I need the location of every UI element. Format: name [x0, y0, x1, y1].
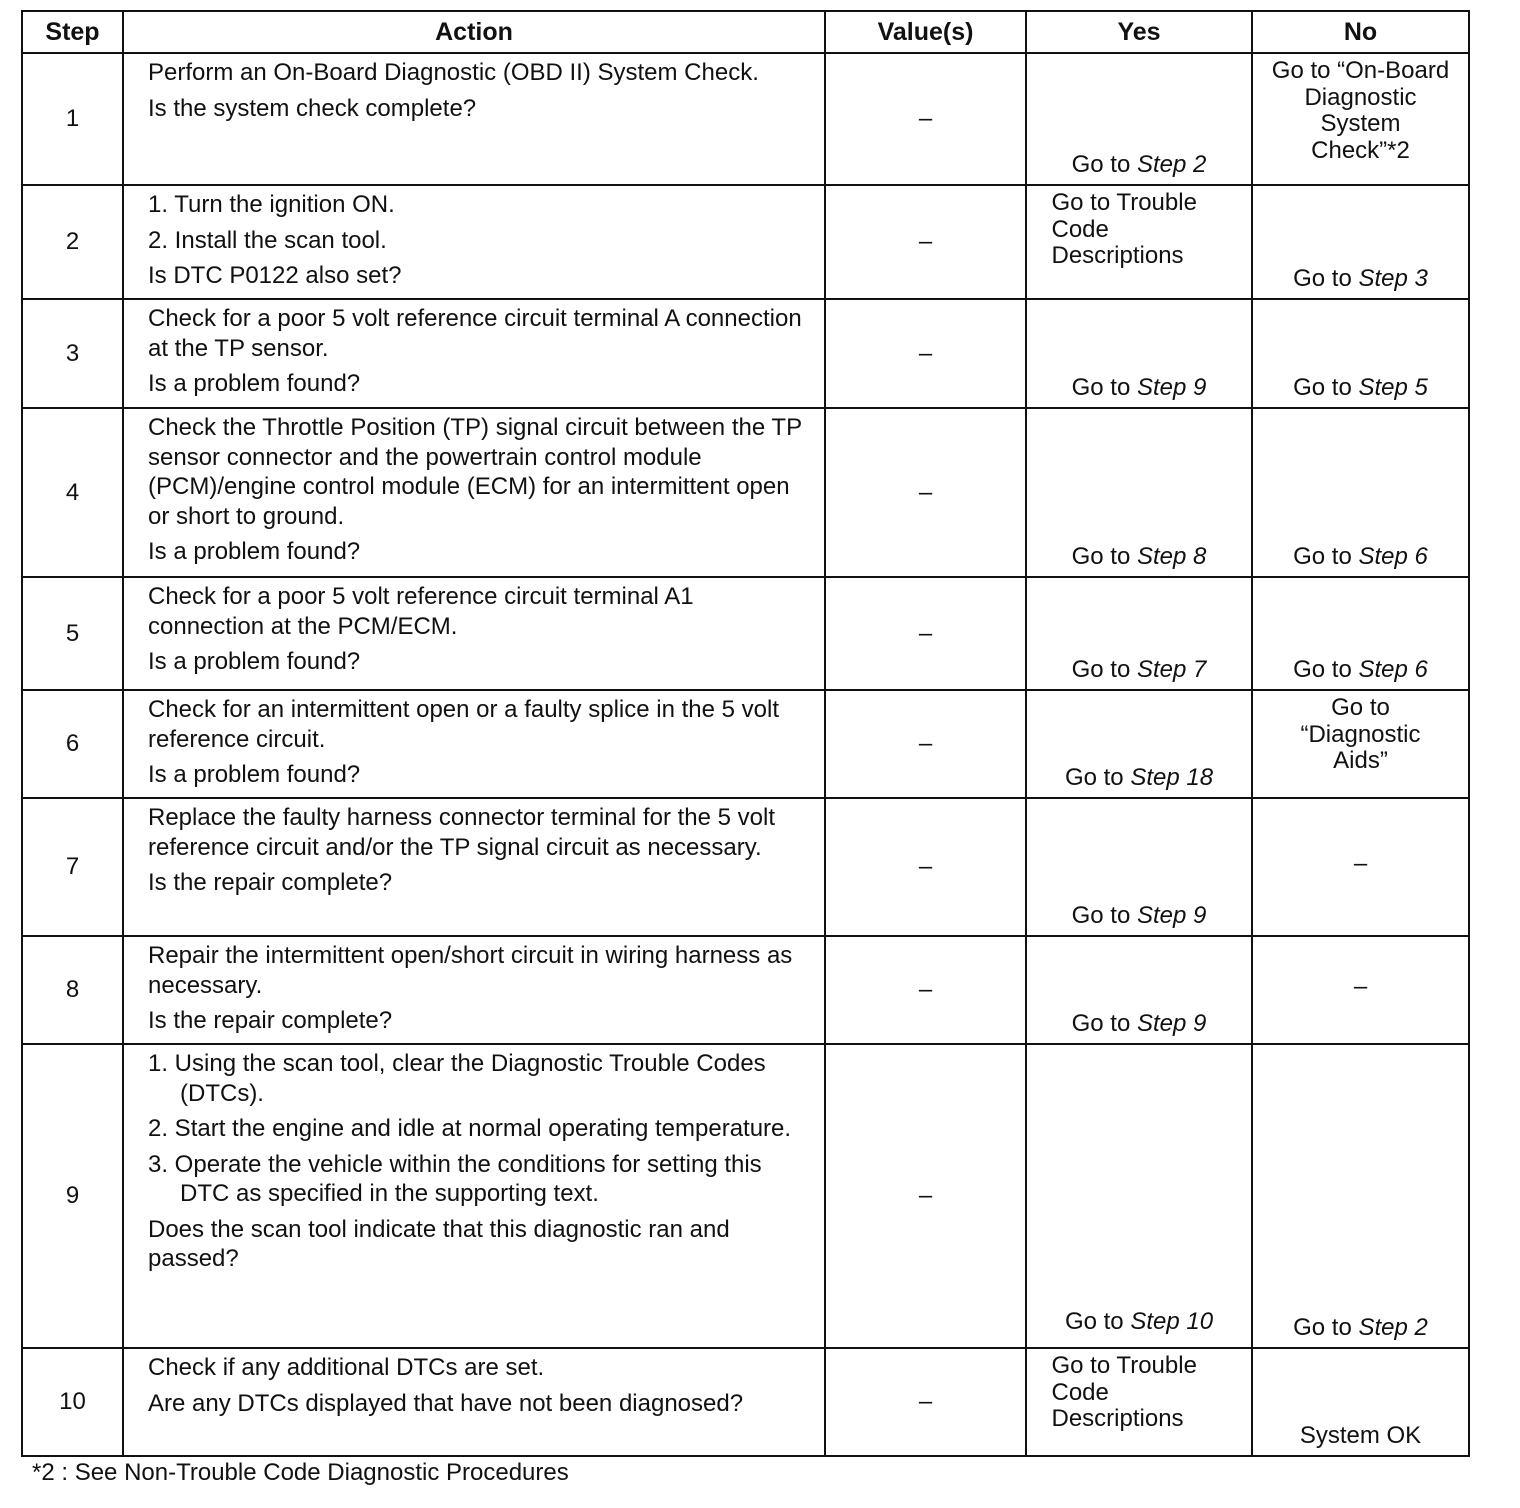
no-prefix: Go to [1293, 264, 1359, 292]
yes-prefix: Go to [1071, 655, 1137, 683]
table-row [22, 936, 1469, 1044]
no-text: Go to “Diagnostic Aids” [1300, 694, 1421, 774]
step-number: 7 [22, 798, 123, 936]
action-question: Is the repair complete? [148, 869, 393, 896]
value-cell: – [825, 1044, 1026, 1348]
yes-step-ref: Step 8 [1136, 542, 1207, 570]
step-number: 8 [22, 936, 123, 1044]
yes-cell [1026, 690, 1252, 798]
action-cell [123, 299, 825, 408]
action-cell [123, 690, 825, 798]
yes-cell [1026, 798, 1252, 936]
action-question: Is the repair complete? [148, 1007, 393, 1034]
yes-cell [1026, 936, 1252, 1044]
value-cell: – [825, 185, 1026, 299]
action-question: Is a problem found? [148, 370, 361, 397]
yes-cell [1026, 185, 1252, 299]
no-cell: System OK [1252, 1348, 1469, 1456]
value-cell: – [825, 936, 1026, 1044]
table-row [22, 185, 1469, 299]
action-question: Are any DTCs displayed that have not been diagnosed? [148, 1389, 744, 1417]
action-text: Check the Throttle Position (TP) signal circuit between the TP sensor connector and the powertrain control module (PCM)/engine control module (ECM) for an intermittent open or short to ground. [148, 414, 802, 530]
value-cell: – [825, 690, 1026, 798]
yes-text: Go to Trouble Code Descriptions [1051, 1352, 1197, 1432]
yes-step-ref: Step 9 [1136, 901, 1207, 929]
step-number: 10 [22, 1348, 123, 1456]
action-text: Check for an intermittent open or a faulty splice in the 5 volt reference circuit. [148, 696, 779, 753]
yes-step-ref: Step 9 [1136, 373, 1207, 401]
header-values: Value(s) [825, 11, 1026, 53]
table-row [22, 408, 1469, 577]
header-yes: Yes [1026, 11, 1252, 53]
no-cell: – [1252, 798, 1469, 936]
action-question: Is DTC P0122 also set? [148, 262, 402, 289]
action-text: Check for a poor 5 volt reference circuit terminal A1 connection at the PCM/ECM. [148, 583, 694, 640]
no-prefix: Go to [1293, 655, 1359, 683]
yes-step-ref: Step 9 [1136, 1009, 1207, 1037]
yes-prefix: Go to [1064, 763, 1131, 791]
no-step-ref: Step 5 [1358, 373, 1428, 401]
yes-prefix: Go to [1071, 1009, 1137, 1037]
no-prefix: Go to [1293, 1313, 1359, 1341]
yes-cell [1026, 53, 1252, 185]
action-text: Replace the faulty harness connector terminal for the 5 volt reference circuit and/or the TP signal circuit as necessary. [148, 804, 775, 861]
table-row [22, 299, 1469, 408]
action-item: 3. Operate the vehicle within the conditions for setting this DTC as specified in the supporting text. [148, 1150, 762, 1207]
action-text: Repair the intermittent open/short circuit in wiring harness as necessary. [148, 942, 793, 999]
action-question: Is a problem found? [148, 761, 361, 788]
table-row [22, 53, 1469, 185]
action-cell [123, 185, 825, 299]
table-row [22, 1348, 1469, 1456]
no-prefix: Go to [1293, 542, 1359, 570]
table-row [22, 798, 1469, 936]
no-step-ref: Step 6 [1358, 542, 1428, 570]
no-cell [1252, 299, 1469, 408]
no-step-ref: Step 3 [1358, 264, 1428, 292]
yes-cell [1026, 299, 1252, 408]
value-cell: – [825, 577, 1026, 690]
value-cell: – [825, 299, 1026, 408]
yes-prefix: Go to [1071, 901, 1137, 929]
yes-step-ref: Step 7 [1136, 655, 1207, 683]
table-header-row [22, 11, 1469, 53]
no-cell [1252, 185, 1469, 299]
action-question: Does the scan tool indicate that this diagnostic ran and passed? [148, 1215, 730, 1272]
step-number: 3 [22, 299, 123, 408]
yes-prefix: Go to [1071, 542, 1137, 570]
value-cell: – [825, 53, 1026, 185]
yes-step-ref: Step 18 [1130, 763, 1214, 791]
yes-prefix: Go to [1071, 150, 1137, 178]
action-cell [123, 408, 825, 577]
action-cell [123, 936, 825, 1044]
yes-step-ref: Step 10 [1130, 1307, 1214, 1335]
step-number: 2 [22, 185, 123, 299]
action-cell [123, 1348, 825, 1456]
yes-cell [1026, 408, 1252, 577]
header-no: No [1252, 11, 1469, 53]
step-number: 1 [22, 53, 123, 185]
yes-text: Go to Trouble Code Descriptions [1051, 189, 1197, 269]
yes-cell [1026, 1348, 1252, 1456]
value-cell: – [825, 1348, 1026, 1456]
header-action: Action [123, 11, 825, 53]
no-cell: – [1252, 936, 1469, 1044]
no-cell [1252, 577, 1469, 690]
value-cell: – [825, 408, 1026, 577]
yes-prefix: Go to [1064, 1307, 1131, 1335]
diagnostic-table [21, 10, 1470, 1457]
header-step: Step [22, 11, 123, 53]
action-question: Is a problem found? [148, 538, 361, 565]
action-text: Perform an On-Board Diagnostic (OBD II) System Check. [148, 59, 759, 86]
step-number: 4 [22, 408, 123, 577]
no-cell [1252, 690, 1469, 798]
step-number: 5 [22, 577, 123, 690]
step-number: 6 [22, 690, 123, 798]
action-item: 2. Start the engine and idle at normal operating temperature. [148, 1115, 792, 1142]
action-item: 1. Turn the ignition ON. [148, 191, 395, 218]
yes-prefix: Go to [1071, 373, 1137, 401]
no-step-ref: Step 6 [1358, 655, 1428, 683]
table-row [22, 1044, 1469, 1348]
action-item: 1. Using the scan tool, clear the Diagnostic Trouble Codes (DTCs). [148, 1050, 766, 1107]
no-prefix: Go to [1293, 373, 1359, 401]
step-number: 9 [22, 1044, 123, 1348]
no-text: Go to “On-Board Diagnostic System Check”*2 [1271, 57, 1450, 164]
action-cell [123, 798, 825, 936]
table-row [22, 577, 1469, 690]
no-cell [1252, 1044, 1469, 1348]
action-cell [123, 577, 825, 690]
action-item: 2. Install the scan tool. [148, 226, 387, 254]
action-text: Check for a poor 5 volt reference circuit terminal A connection at the TP sensor. [148, 305, 802, 362]
action-cell [123, 53, 825, 185]
action-question: Is the system check complete? [148, 94, 477, 122]
no-cell [1252, 408, 1469, 577]
action-cell [123, 1044, 825, 1348]
action-text: Check if any additional DTCs are set. [148, 1354, 545, 1381]
yes-cell [1026, 1044, 1252, 1348]
yes-step-ref: Step 2 [1136, 150, 1207, 178]
action-question: Is a problem found? [148, 648, 361, 675]
no-cell [1252, 53, 1469, 185]
footnote: *2 : See Non-Trouble Code Diagnostic Procedures [32, 1459, 569, 1486]
table-row [22, 690, 1469, 798]
yes-cell [1026, 577, 1252, 690]
no-step-ref: Step 2 [1358, 1313, 1428, 1341]
value-cell: – [825, 798, 1026, 936]
